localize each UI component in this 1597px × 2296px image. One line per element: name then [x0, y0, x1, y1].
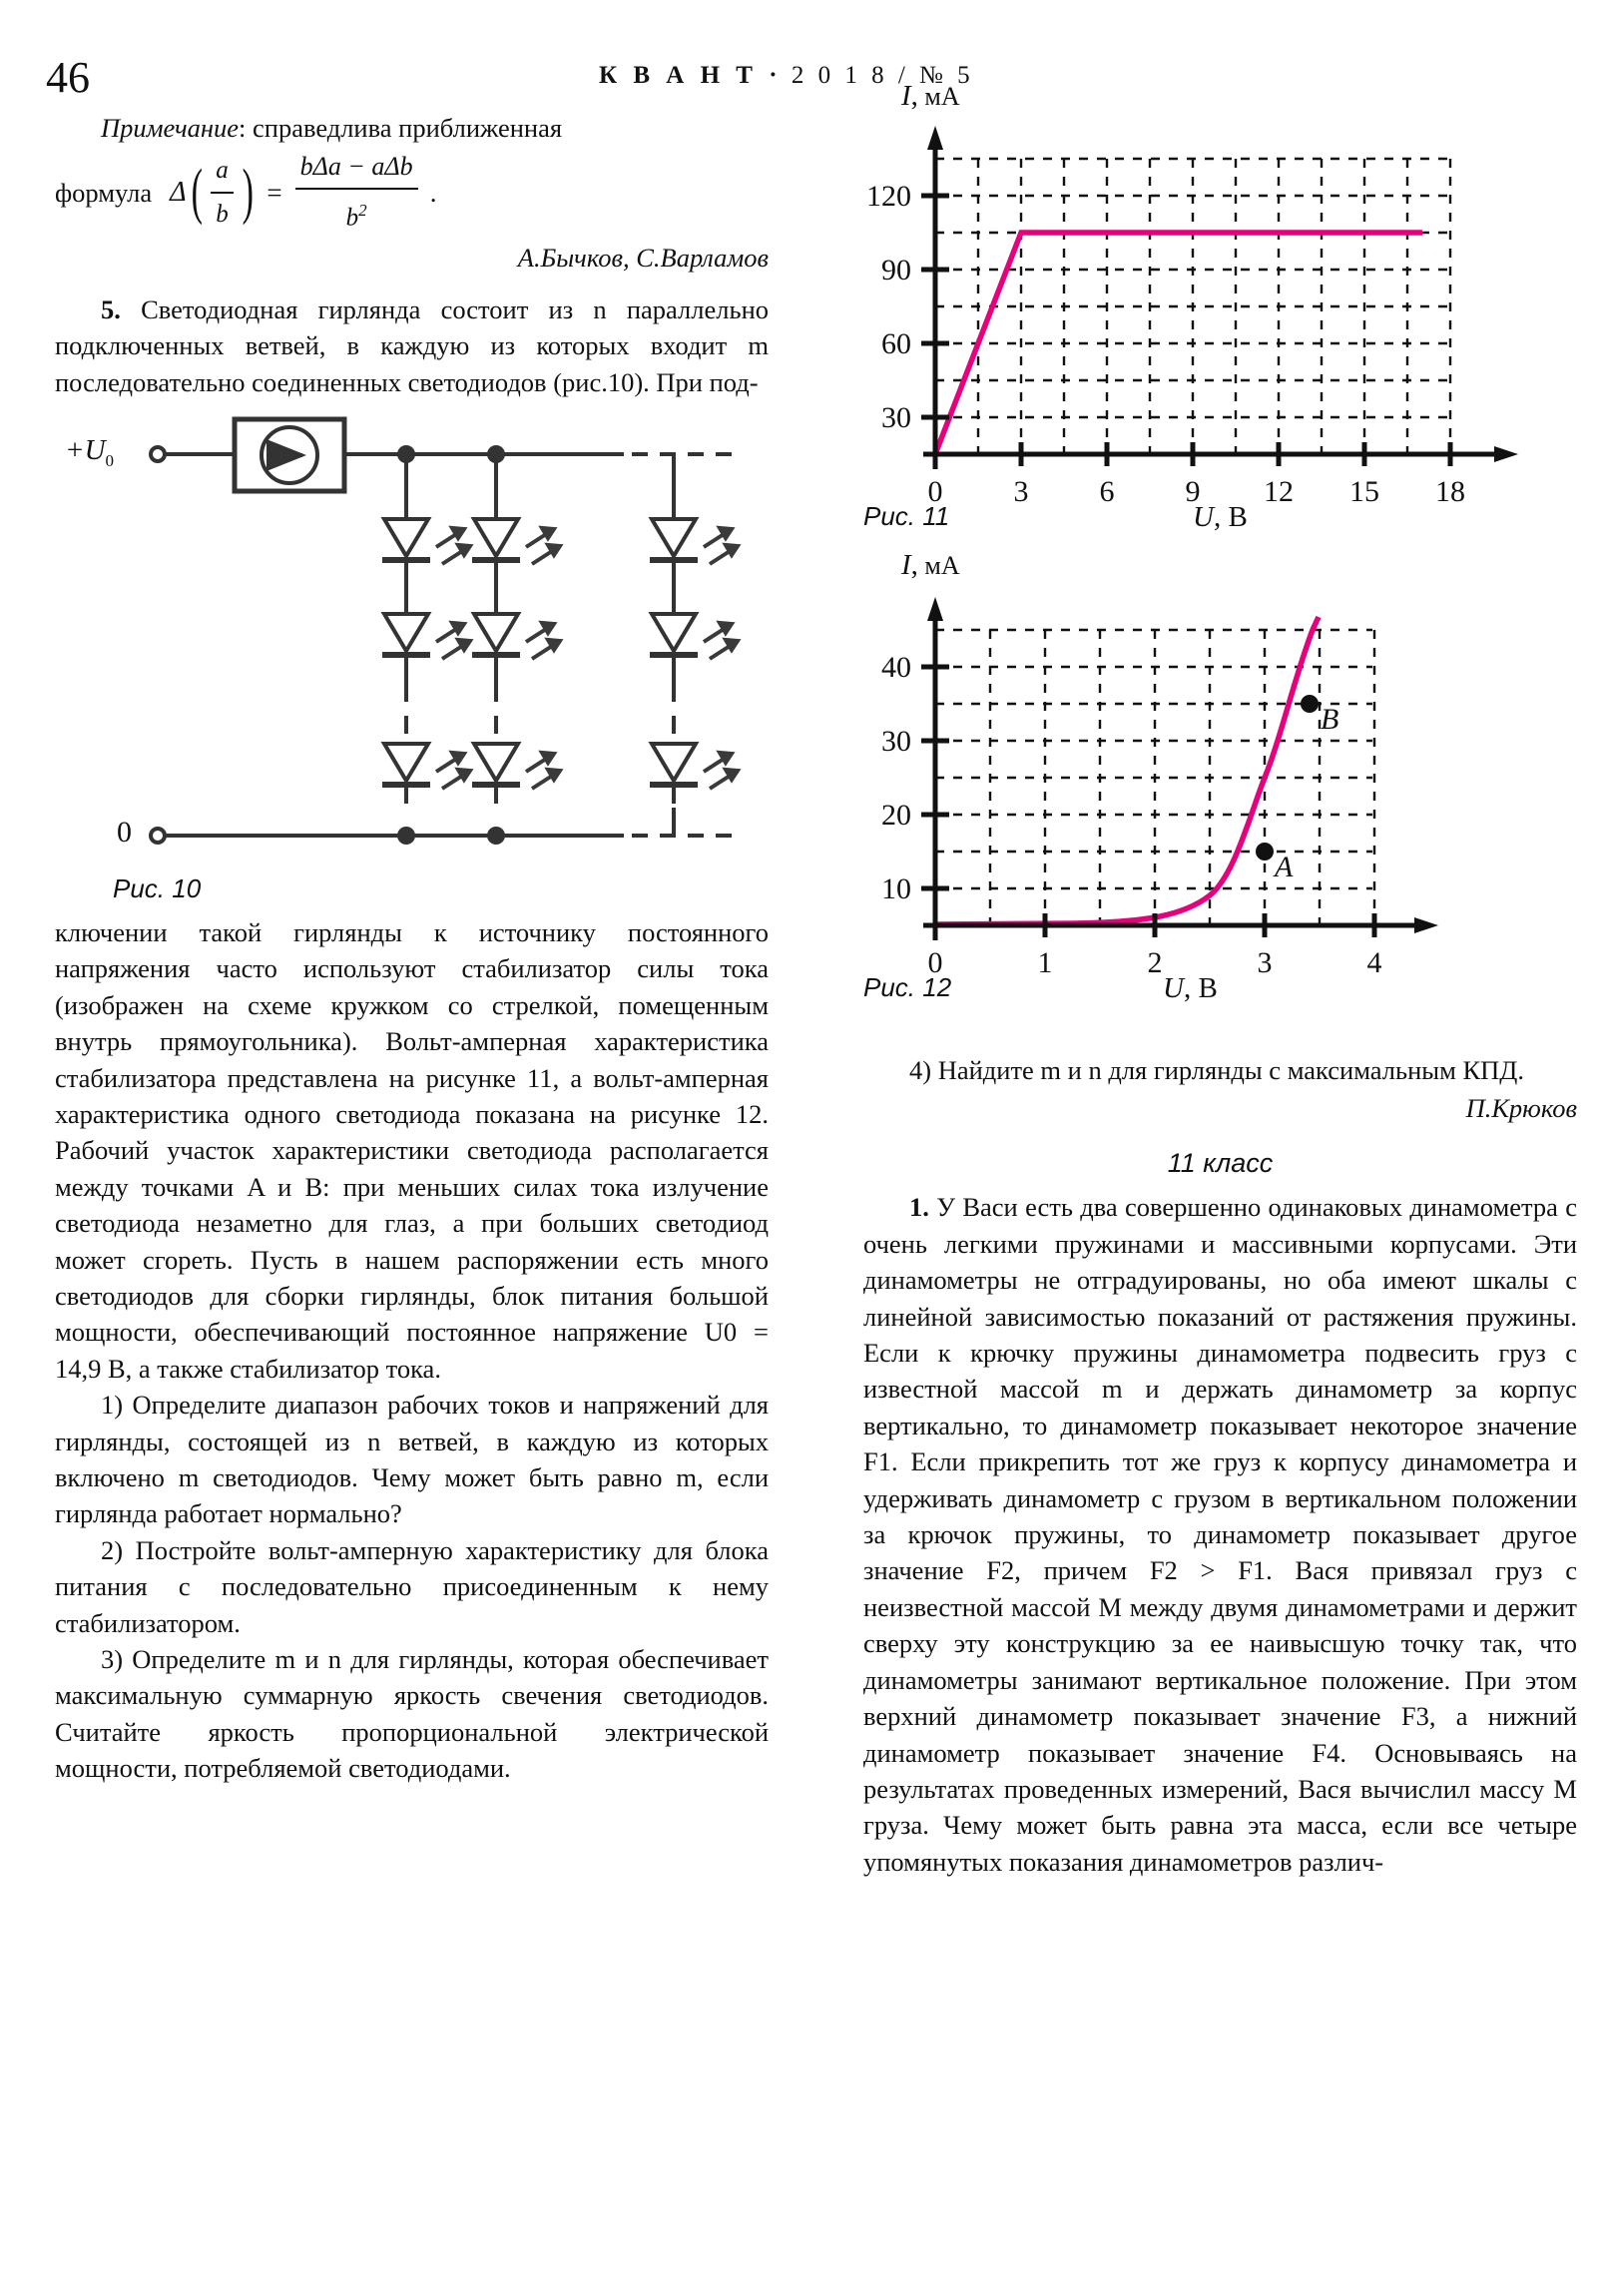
note-paragraph — [55, 110, 769, 146]
figure-12-chart — [863, 549, 1577, 1004]
supply-ground-label: 0 — [117, 815, 132, 849]
supply-positive-label — [65, 434, 114, 471]
problem-5-number: 5. — [101, 293, 121, 324]
page-number: 46 — [46, 53, 90, 102]
chart-11-ytick-90: 90 — [881, 254, 911, 287]
chart-11-xtick-6: 6 — [1099, 475, 1115, 508]
chart-11-xtick-0: 0 — [927, 475, 943, 508]
figure-11-caption: Рис. 11 — [863, 501, 950, 531]
chart-12-xtick-4: 4 — [1366, 946, 1382, 979]
chart-11-xtick-3: 3 — [1013, 475, 1029, 508]
chart-11-x-arrow — [1494, 446, 1518, 462]
fraction-denominator-b: b — [216, 201, 229, 229]
chart-12-grid — [935, 630, 1374, 925]
problem-1-paragraph — [863, 1189, 1577, 1880]
fraction-bar — [211, 192, 234, 194]
left-column — [55, 110, 769, 1787]
chart-12-x-axis-title: U, В — [1163, 972, 1218, 1004]
fraction-rhs — [295, 148, 418, 237]
figure-11-chart — [863, 80, 1577, 533]
body-after-figure: ключении такой гирлянды к источнику постоянного напряжения часто используют стабилизатор силы тока (изображен на схеме кружком со стрелкой, помещенным внутрь прямоугольника). Вольт-амперная характеристика стабилизатора представлена на рисунке 11, а вольт-амперная характеристика одного светодиода показана на рисунке 12. Рабочий участок характеристики светодиода располагается между точками A и B: при меньших силах тока излучение светодиода незаметно для глаз, а при больших светодиод может сгореть. Пусть в нашем распоряжении есть много светодиодов для сборки гирлянды, блок питания большой мощности, обеспечивающий постоянное напряжение U0 = 14,9 В, а также стабилизатор тока. — [55, 916, 769, 1384]
fraction-numerator-a: a — [216, 157, 229, 185]
paren-close: ) — [242, 158, 254, 227]
chart-11-x-axis-title: U, В — [1193, 501, 1248, 533]
circuit-bottom-rail — [55, 808, 769, 877]
chart-12-ytick-20: 20 — [881, 799, 911, 832]
chart-11-ytick-30: 30 — [881, 401, 911, 434]
bottom-rail-svg — [55, 808, 754, 877]
figure-10-caption: Рис. 10 — [113, 872, 202, 903]
chart-12-marker-B-label: B — [1321, 703, 1339, 736]
chart-12-xtick-3: 3 — [1257, 946, 1273, 979]
note-text: : справедлива приближенная — [239, 113, 563, 143]
chart-11-axes — [923, 140, 1502, 469]
formula-equals: = — [266, 178, 282, 209]
formula-period: . — [429, 178, 437, 209]
problem-5-item-2: 2) Постройте вольт-амперную характеристику для блока питания с последовательно присоединенным к нему стабилизатором. — [55, 1534, 769, 1638]
problem-1-text: У Васи есть два совершенно одинаковых динамометра с очень легкими пружинами и массивными корпусами. Эти динамометры не отградуированы, но оба имеют шкалы с линейной зависимостью показаний от растяжения пружины. Если к крючку пружины динамометра подвесить груз с известной массой m и держать динамометр за корпус вертикально, то динамометр показывает некоторое значение F1. Если прикрепить тот же груз к корпусу динамометра и удерживать динамометр с грузом в вертикальном положении за крючок пружины, то динамометр показывает другое значение F2, причем F2 > F1. Вася привязал груз с неизвестной массой M между двумя динамометрами и держит сверху эту конструкцию за ее наивысшую точку так, что динамометры занимают вертикальное положение. При этом верхний динамометр показывает значение F3, а нижний динамометр показывает значение F4. Основываясь на результатах проведенных измерений, Вася вычислил массу M груза. Чему может быть равна эта масса, если все четыре упомянутых показания динамометров различ- — [863, 1192, 1578, 1877]
chart-11-grid — [935, 159, 1452, 454]
chart-11-y-arrow — [927, 126, 943, 150]
chart-12-xtick-1: 1 — [1037, 946, 1053, 979]
fraction-a-over-b — [211, 152, 234, 234]
chart-12-ytick-40: 40 — [881, 651, 911, 684]
problem-5-paragraph — [55, 291, 769, 400]
chart-11-xtick-15: 15 — [1349, 475, 1379, 508]
chart-12-xtick-2: 2 — [1147, 946, 1163, 979]
paren-open: ( — [191, 158, 203, 227]
note-label: Примечание — [101, 113, 240, 143]
rhs-denominator — [341, 192, 372, 237]
right-column — [863, 80, 1578, 1880]
chart-11-svg — [863, 110, 1562, 529]
chart-12-x-arrow — [1414, 917, 1438, 933]
chart-12-series — [935, 617, 1319, 924]
chart-12-marker-B — [1301, 695, 1319, 713]
problem-5-text: Светодиодная гирлянда состоит из n параллельно подключенных ветвей, в каждую из которых входит m последовательно соединенных светодиодов (рис.10). При под- — [55, 293, 770, 397]
u0-subscript: 0 — [105, 450, 115, 470]
grade-heading: 11 класс — [1167, 1148, 1274, 1179]
chart-12-y-axis-title: I, мА — [901, 549, 960, 581]
chart-11-xtick-18: 18 — [1435, 475, 1465, 508]
chart-11-y-axis-title: I, мА — [901, 80, 960, 112]
rhs-fraction-bar — [295, 188, 418, 190]
problem-5-item-3: 3) Определите m и n для гирлянды, которая обеспечивает максимальную суммарную яркость свечения светодиодов. Считайте яркость пропорциональной электрической мощности, потребляемой светодиодами. — [55, 1644, 769, 1784]
chart-12-ytick-30: 30 — [881, 725, 911, 758]
chart-12-axes — [923, 611, 1422, 940]
chart-11-xtick-12: 12 — [1264, 475, 1294, 508]
chart-11-xtick-9: 9 — [1185, 475, 1201, 508]
rhs-den-b: b — [345, 204, 359, 232]
magazine-title: К В А Н Т — [599, 62, 758, 89]
u0-text: +U — [65, 433, 106, 466]
rhs-den-exponent: 2 — [358, 201, 367, 221]
formula-lead: формула — [55, 178, 153, 209]
magazine-issue: 2 0 1 8 / № 5 — [791, 62, 974, 89]
chart-12-svg — [863, 581, 1562, 1000]
authors-line-1: А.Бычков, С.Варламов — [517, 242, 769, 273]
authors-line-2: П.Крюков — [1465, 1093, 1577, 1124]
chart-11-ytick-60: 60 — [881, 327, 911, 360]
figure-10-circuit — [55, 414, 754, 814]
chart-12-xtick-0: 0 — [927, 946, 943, 979]
rhs-numerator: bΔa − aΔb — [299, 152, 413, 182]
problem-5-item-4: 4) Найдите m и n для гирлянды с максимальным КПД. — [909, 1055, 1524, 1085]
circuit-svg — [55, 414, 754, 804]
chart-12-marker-A-label: A — [1275, 851, 1294, 883]
figure-12-caption: Рис. 12 — [863, 972, 952, 1002]
problem-5-item-1: 1) Определите диапазон рабочих токов и напряжений для гирлянды, состоящей из n ветвей, в каждую из которых включено m светодиодов. Чему может быть равно m, если гирлянда работает нормально? — [55, 1390, 769, 1529]
formula-delta: Δ — [170, 177, 187, 209]
header-dot: · — [769, 62, 781, 89]
chart-11-ytick-120: 120 — [866, 180, 911, 213]
problem-1-number: 1. — [909, 1192, 929, 1223]
chart-12-marker-A — [1256, 843, 1274, 861]
formula-line — [55, 148, 769, 237]
chart-12-y-arrow — [927, 597, 943, 621]
chart-12-ytick-10: 10 — [881, 872, 911, 905]
